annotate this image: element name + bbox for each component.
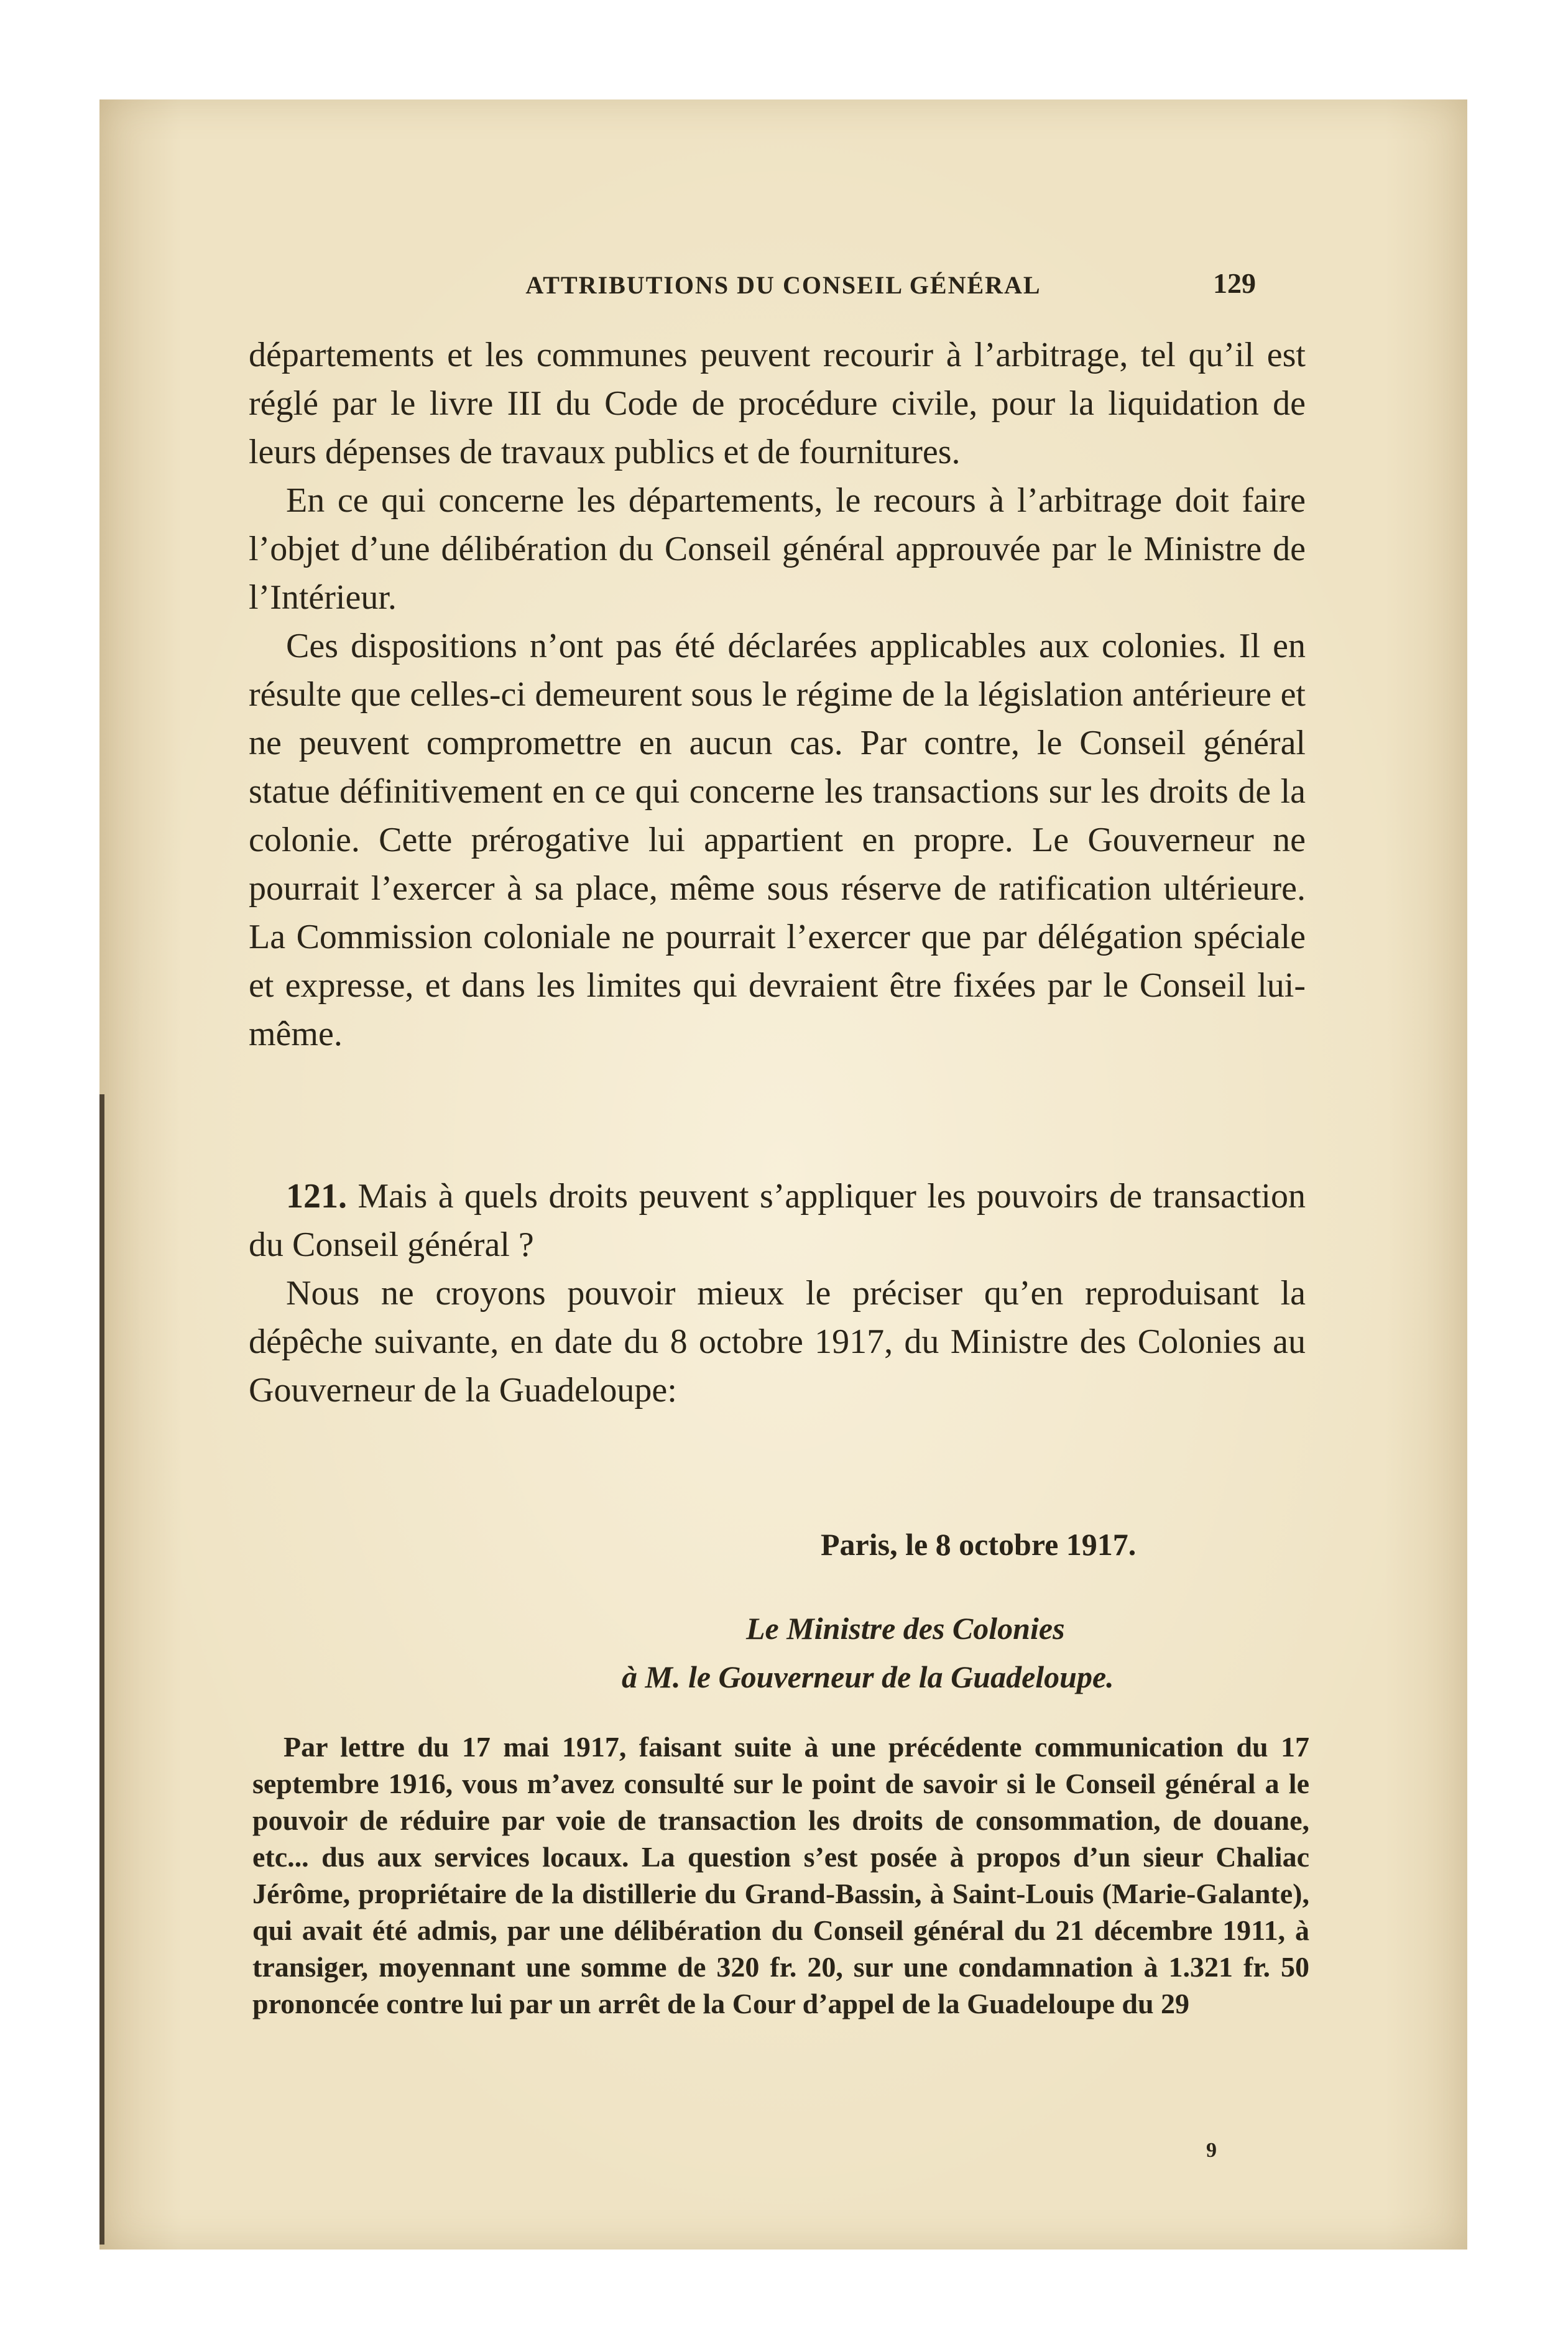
page-header bbox=[99, 267, 1467, 308]
body-section-1 bbox=[249, 331, 1306, 1058]
binding-shadow bbox=[99, 1094, 104, 2245]
section-paragraph bbox=[249, 1172, 1306, 1269]
paragraph: En ce qui concerne les départements, le recours à l’arbitrage doit faire l’objet d’une délibération du Conseil général approuvée par le Ministre de l’Intérieur. bbox=[249, 481, 1306, 617]
address-line-2: à M. le Gouverneur de la Guadeloupe. bbox=[622, 1659, 1114, 1694]
letter-paragraph: Par lettre du 17 mai 1917, faisant suite à une précédente communication du 17 septembre 1916, vous m’avez consulté sur le point de savoir si le Conseil général a le pouvoir de réduire par voie de transaction les droits de consommation, de douane, etc... dus aux services locaux. La question s’est posée à propos d’un sieur Chaliac Jérôme, propriétaire de la distillerie du Grand-Bassin, à Saint-Louis (Marie-Galante), qui avait été admis, par une délibération du Conseil général du 21 décembre 1911, à transiger, moyennant une somme de 320 fr. 20, sur une condamnation à 1.321 fr. 50 prononcée contre lui par un arrêt de la Cour d’appel de la Guadeloupe du 29 bbox=[252, 1731, 1309, 2019]
section-number: 121. bbox=[286, 1177, 347, 1216]
running-head: ATTRIBUTIONS DU CONSEIL GÉNÉRAL bbox=[525, 271, 1041, 299]
letter-body bbox=[252, 1728, 1309, 2022]
paragraph: départements et les communes peuvent recourir à l’arbitrage, tel qu’il est réglé par le livre III du Code de procédure civile, pour la liquidation de leurs dépenses de travaux publics et de fournitures. bbox=[249, 336, 1306, 471]
address-line-1: Le Ministre des Colonies bbox=[746, 1611, 1065, 1646]
signature-mark: 9 bbox=[1206, 2139, 1217, 2162]
scanned-page bbox=[99, 99, 1467, 2250]
paragraph: Nous ne croyons pouvoir mieux le préciser qu’en reproduisant la dépêche suivante, en date du 8 octobre 1917, du Ministre des Colonies au Gouverneur de la Guadeloupe: bbox=[249, 1274, 1306, 1410]
page-number: 129 bbox=[1213, 267, 1256, 299]
section-text: Mais à quels droits peuvent s’appliquer les pouvoirs de transaction du Conseil général ? bbox=[249, 1177, 1306, 1264]
dateline: Paris, le 8 octobre 1917. bbox=[821, 1527, 1137, 1562]
paragraph: Ces dispositions n’ont pas été déclarées applicables aux colonies. Il en résulte que celles-ci demeurent sous le régime de la législation antérieure et ne peuvent compromettre en aucun cas. Par contre, le Conseil général statue définitivement en ce qui concerne les transactions sur les droits de la colonie. Cette prérogative lui appartient en propre. Le Gouverneur ne pourrait l’exercer à sa place, même sous réserve de ratification ultérieure. La Commission coloniale ne pourrait l’exercer que par délégation spéciale et expresse, et dans les limites qui devraient être fixées par le Conseil lui-même. bbox=[249, 627, 1306, 1053]
body-section-2 bbox=[249, 1172, 1306, 1414]
letter-address bbox=[622, 1604, 1368, 1701]
